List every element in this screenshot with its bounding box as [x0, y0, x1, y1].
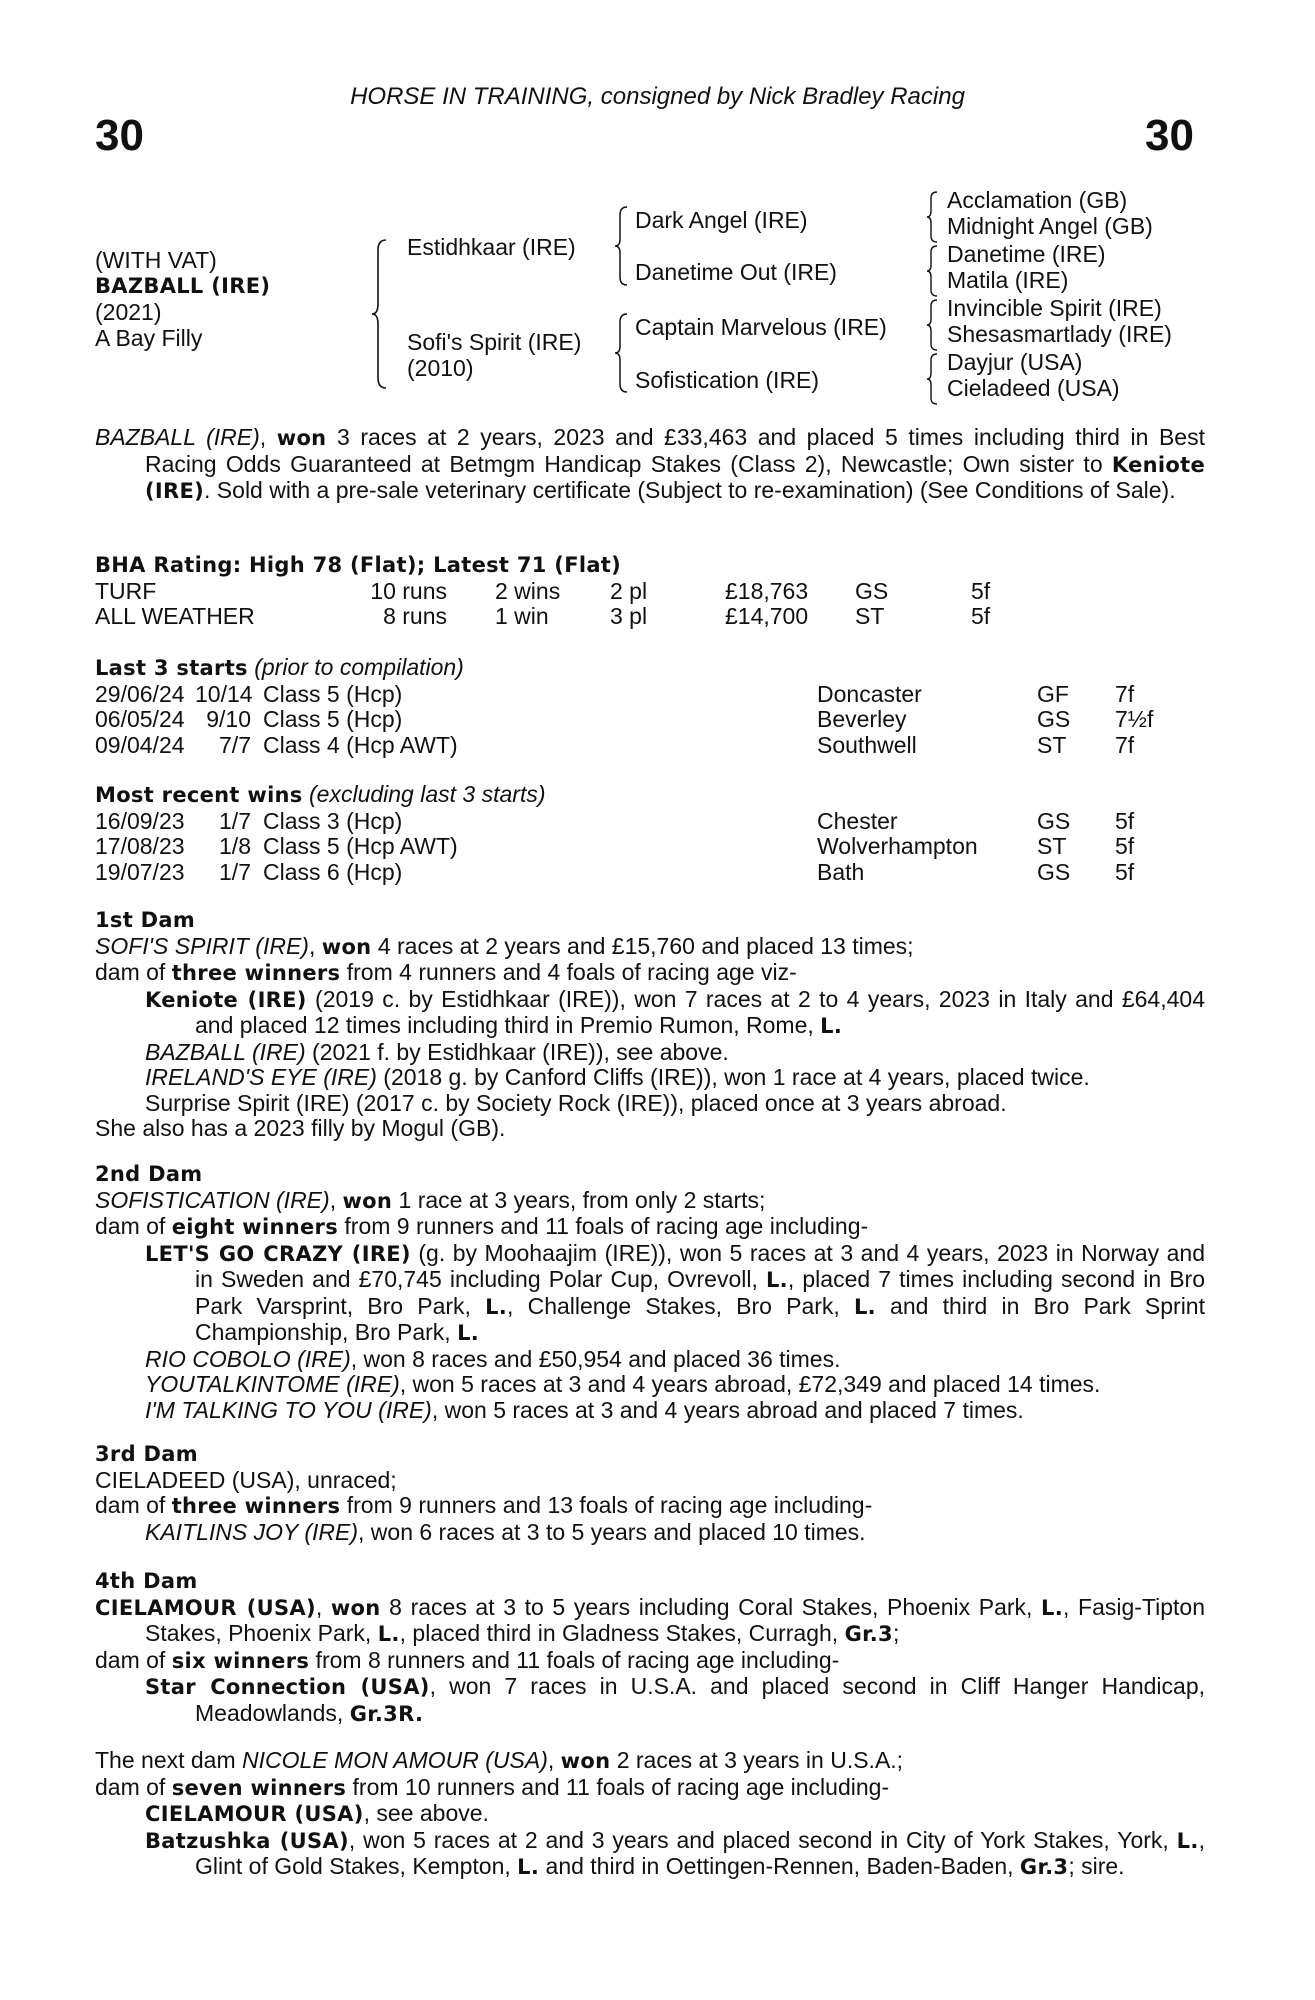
winners-count: three winners — [171, 961, 341, 985]
brace-g2 — [925, 244, 939, 298]
start-course: Beverley — [817, 706, 907, 732]
progeny-text: , won 7 races in U.S.A. and placed second in Cliff Hanger Handicap, Meadowlands, — [195, 1673, 1206, 1726]
progeny-entry — [95, 1801, 1205, 1828]
progeny-text: and third in Oettingen-Rennen, Baden-Baden, — [539, 1853, 1020, 1879]
second-dam-section: 2nd Dam SOFISTICATION (IRE), won 1 race at 3 years, from only 2 starts; dam of eight winners from 9 runners and 11 foals of racing age including- LET'S GO CRAZY (IRE) (g. by Moohaajim (IRE)), won 5 races at 3 and 4 years, 2023 in Norway and in Sweden and £70,745 including Polar Cup, Ovrevoll, L., placed 7 times including second in Bro Park Varsprint, Bro Park, L., Challenge Stakes, Bro Park, L. and third in Bro Park Sprint Championship, Bro Park, L. RIO COBOLO (IRE), won 8 races and £50,954 and placed 36 times. YOUTALKINTOME (IRE), won 5 races at 3 and 4 years abroad, £72,349 and placed 14 times. I'M TALKING TO YOU (IRE), won 5 races at 3 and 4 years abroad and placed 7 times. — [95, 1162, 1206, 1423]
win-race: Class 6 (Hcp) — [263, 858, 403, 885]
last-starts-section — [95, 655, 1205, 758]
progeny-text: and third in Bro Park Sprint Championship, Bro Park, — [195, 1292, 1205, 1345]
dam-year: (2010) — [407, 355, 474, 381]
summary-horse-name: BAZBALL (IRE) — [95, 424, 260, 450]
win-race: Class 3 (Hcp) — [263, 807, 403, 834]
won-label: won — [321, 934, 372, 959]
g7: Dayjur (USA) — [947, 349, 1083, 375]
group-label: Gr.3 — [844, 1622, 893, 1646]
progeny-text: (g. by Moohaajim (IRE)), won 5 races at 3 and 4 years, 2023 in Norway and in Sweden and £70,745 including Polar Cup, Ovrevoll, — [195, 1239, 1206, 1292]
dam-of-rest: from 4 runners and 4 foals of racing age viz- — [340, 959, 797, 985]
win-going: ST — [1037, 833, 1067, 859]
win-dist: 5f — [1115, 807, 1135, 834]
rating-prize: £18,763 — [725, 577, 809, 604]
win-date: 16/09/23 — [95, 807, 185, 834]
start-date: 06/05/24 — [95, 706, 185, 732]
brace-g1 — [925, 190, 939, 244]
start-row — [95, 733, 1205, 759]
rating-prize: £14,700 — [725, 603, 809, 629]
win-race: Class 5 (Hcp AWT) — [263, 833, 458, 859]
progeny-name: LET'S GO CRAZY (IRE) — [145, 1241, 411, 1266]
progeny-text: , won 5 races at 3 and 4 years abroad and placed 7 times. — [431, 1396, 1024, 1423]
pedigree-table — [95, 187, 1235, 410]
won-label: won — [276, 426, 327, 450]
first-dam-section: 1st Dam SOFI'S SPIRIT (IRE), won 4 races at 2 years and £15,760 and placed 13 times; dam of three winners from 4 runners and 4 foals of racing age viz- Keniote (IRE) (2019 c. by Estidhkaar (IRE)), won 7 races at 2 to 4 years, 2023 in Italy and £64,404 and placed 12 times including third in Premio Rumon, Rome, L. BAZBALL (IRE) (2021 f. by Estidhkaar (IRE)), see above. IRELAND'S EYE (IRE) (2018 g. by Canford Cliffs (IRE)), won 1 race at 4 years, placed twice. Surprise Spirit (IRE) (2017 c. by Society Rock (IRE)), placed once at 3 years abroad. She also has a 2023 filly by Mogul (GB). — [95, 908, 1205, 1141]
recent-wins-sub: (excluding last 3 starts) — [302, 781, 546, 807]
progeny-entry — [95, 1065, 1205, 1091]
dam-text: 8 races at 3 to 5 years including Coral Stakes, Phoenix Park, — [380, 1593, 1042, 1620]
start-race: Class 5 (Hcp) — [263, 706, 403, 732]
brace-g4 — [925, 352, 939, 406]
dam: Sofi's Spirit (IRE) — [407, 329, 582, 355]
start-race: Class 4 (Hcp AWT) — [263, 731, 458, 758]
progeny-text: , won 5 races at 3 and 4 years abroad, £72,349 and placed 14 times. — [399, 1371, 1101, 1397]
win-course: Wolverhampton — [817, 833, 978, 859]
pedigree-brace — [370, 238, 388, 390]
progeny-text: , Glint of Gold Stakes, Kempton, — [195, 1826, 1205, 1879]
progeny-entry — [95, 1674, 1205, 1727]
win-pos: 1/7 — [219, 858, 251, 885]
rating-dist: 5f — [971, 603, 991, 629]
third-dam-section — [95, 1442, 1205, 1545]
progeny-text: , see above. — [363, 1800, 489, 1826]
start-race: Class 5 (Hcp) — [263, 680, 403, 707]
rating-dist: 5f — [971, 577, 991, 604]
winners-count: eight winners — [171, 1215, 338, 1239]
start-course: Doncaster — [817, 680, 922, 707]
lot-number-left: 30 — [95, 111, 144, 160]
progeny-entry — [95, 1241, 1205, 1347]
progeny-text: , placed 7 times including second in Bro Park Varsprint, Bro Park, — [195, 1266, 1205, 1319]
sire-brace — [613, 205, 629, 287]
progeny-name: Star Connection (USA) — [145, 1675, 430, 1699]
start-row — [95, 682, 1205, 708]
group-label: Gr.3 — [1019, 1855, 1069, 1879]
page-title: HORSE IN TRAINING, consigned by Nick Bradley Racing — [350, 83, 965, 110]
listed-label: L. — [485, 1294, 508, 1319]
summary-text-end: . Sold with a pre-sale veterinary certificate (Subject to re-examination) (See Conditions of Sale). — [204, 477, 1176, 503]
progeny-text: , won 6 races at 3 to 5 years and placed 10 times. — [358, 1518, 866, 1545]
progeny-name: Keniote (IRE) — [145, 987, 307, 1012]
dam-of-label: dam of — [95, 1773, 172, 1800]
start-going: GF — [1037, 680, 1069, 707]
winners-count: seven winners — [171, 1775, 347, 1800]
recent-wins-heading: Most recent wins — [95, 783, 303, 807]
second-dam-heading: 2nd Dam — [95, 1162, 203, 1186]
progeny-name: I'M TALKING TO YOU (IRE) — [145, 1396, 432, 1423]
win-dist: 5f — [1115, 833, 1135, 859]
start-date: 29/06/24 — [95, 680, 185, 707]
next-dam-section: The next dam NICOLE MON AMOUR (USA), won 2 races at 3 years in U.S.A.; dam of seven winners from 10 runners and 11 foals of racing age including- CIELAMOUR (USA), see above. Batzushka (USA), won 5 races at 2 and 3 years and placed second in City of York Stakes, York, L., Glint of Gold Stakes, Kempton, L. and third in Oettingen-Rennen, Baden-Baden, Gr.3; sire. — [95, 1747, 1205, 1879]
rating-runs: 10 runs — [370, 577, 447, 604]
progeny-name: BAZBALL (IRE) — [145, 1038, 306, 1065]
rating-pl: 3 pl — [610, 603, 648, 629]
dam-of-label: dam of — [95, 959, 172, 985]
start-pos: 7/7 — [219, 731, 251, 758]
fourth-dam-heading: 4th Dam — [95, 1569, 198, 1593]
rating-going: ST — [855, 603, 885, 629]
summary-sister: Keniote (IRE) — [145, 452, 1205, 503]
recent-wins-section — [95, 782, 1205, 885]
progeny-entry — [95, 1520, 1205, 1546]
summary-paragraph: BAZBALL (IRE), won 3 races at 2 years, 2023 and £33,463 and placed 5 times including third in Best Racing Odds Guaranteed at Betmgm Handicap Stakes (Class 2), Newcastle; Own sister to Keniote (IRE). Sold with a pre-sale veterinary certificate (Subject to re-examination) (See Conditions of Sale). — [95, 424, 1205, 503]
progeny-name: Batzushka (USA) — [145, 1828, 349, 1853]
dam-of-rest: from 9 runners and 11 foals of racing age including- — [338, 1213, 869, 1239]
win-pos: 1/8 — [219, 833, 251, 859]
progeny-text: (2021 f. by Estidhkaar (IRE)), see above. — [305, 1038, 729, 1065]
dam-of-label: dam of — [95, 1213, 172, 1239]
progeny-entry — [95, 1828, 1205, 1881]
listed-label: L. — [820, 1014, 843, 1038]
progeny-entry — [95, 1398, 1205, 1424]
won-label: won — [330, 1595, 381, 1620]
g5: Invincible Spirit (IRE) — [947, 295, 1162, 321]
first-dam-heading: 1st Dam — [95, 908, 196, 932]
dam-name: CIELAMOUR (USA) — [95, 1595, 316, 1620]
dam-of-rest: from 9 runners and 13 foals of racing age including- — [340, 1492, 873, 1518]
dam-brace — [613, 312, 629, 394]
start-going: ST — [1037, 731, 1067, 758]
win-going: GS — [1037, 858, 1071, 885]
group-label: Gr.3R. — [349, 1701, 424, 1726]
last-starts-heading: Last 3 starts — [95, 656, 248, 680]
horse-description: A Bay Filly — [95, 325, 203, 351]
g2: Midnight Angel (GB) — [947, 213, 1153, 239]
dam-dam: Sofistication (IRE) — [635, 367, 820, 393]
dam-record: 2 races at 3 years in U.S.A.; — [610, 1747, 904, 1773]
g8: Cieladeed (USA) — [947, 375, 1120, 401]
vat-label: (WITH VAT) — [95, 247, 217, 273]
start-pos: 10/14 — [195, 680, 253, 707]
listed-label: L. — [765, 1268, 788, 1292]
last-starts-sub: (prior to compilation) — [247, 654, 464, 680]
rating-wins: 2 wins — [495, 577, 561, 604]
progeny-text: , won 8 races and £50,954 and placed 36 times. — [350, 1345, 841, 1372]
start-pos: 9/10 — [206, 706, 251, 732]
win-course: Bath — [817, 858, 865, 885]
progeny-name: KAITLINS JOY (IRE) — [145, 1518, 359, 1545]
listed-label: L. — [1041, 1595, 1064, 1620]
dam-record: 1 race at 3 years, from only 2 starts; — [392, 1186, 766, 1213]
win-date: 19/07/23 — [95, 858, 185, 885]
listed-label: L. — [457, 1321, 480, 1345]
progeny-entry — [95, 987, 1205, 1040]
progeny-text: ; sire. — [1068, 1853, 1125, 1879]
win-dist: 5f — [1115, 858, 1135, 885]
progeny-name: RIO COBOLO (IRE) — [145, 1345, 351, 1372]
brace-g3 — [925, 298, 939, 352]
ratings-section — [95, 553, 1205, 630]
sire: Estidhkaar (IRE) — [407, 234, 576, 260]
next-dam-intro: The next dam — [95, 1747, 243, 1773]
g1: Acclamation (GB) — [947, 187, 1128, 213]
progeny-name: CIELAMOUR (USA) — [145, 1802, 364, 1826]
winners-count: three winners — [171, 1494, 341, 1518]
start-dist: 7f — [1115, 680, 1135, 707]
start-course: Southwell — [817, 731, 917, 758]
progeny-name: IRELAND'S EYE (IRE) — [145, 1064, 377, 1090]
listed-label: L. — [377, 1622, 400, 1646]
horse-name: BAZBALL (IRE) — [95, 274, 271, 298]
start-dist: 7½f — [1115, 706, 1154, 732]
progeny-text: (2019 c. by Estidhkaar (IRE)), won 7 races at 2 to 4 years, 2023 in Italy and £64,404 and placed 12 times including third in Premio Rumon, Rome, — [195, 985, 1205, 1038]
progeny-name: YOUTALKINTOME (IRE) — [145, 1371, 400, 1397]
start-dist: 7f — [1115, 731, 1135, 758]
ratings-row — [95, 579, 1205, 605]
fourth-dam-section — [95, 1569, 1205, 1727]
win-going: GS — [1037, 807, 1071, 834]
dam-text: ; — [892, 1620, 900, 1646]
start-going: GS — [1037, 706, 1071, 732]
g4: Matila (IRE) — [947, 267, 1069, 293]
rating-surface: TURF — [95, 577, 157, 604]
win-date: 17/08/23 — [95, 833, 185, 859]
also-note: She also has a 2023 filly by Mogul (GB). — [95, 1115, 506, 1141]
dam-text: , placed third in Gladness Stakes, Curragh, — [399, 1620, 845, 1646]
progeny-entry: Surprise Spirit (IRE) (2017 c. by Society Rock (IRE)), placed once at 3 years abroad. — [145, 1089, 1007, 1116]
listed-label: L. — [517, 1855, 540, 1879]
progeny-entry — [95, 1040, 1205, 1066]
dam-record: CIELAMOUR (USA), won 8 races at 3 to 5 years including Coral Stakes, Phoenix Park, L., Fasig-Tipton Stakes, Phoenix Park, L., placed third in Gladness Stakes, Curragh, Gr.3; — [95, 1593, 1205, 1646]
g6: Shesasmartlady (IRE) — [947, 321, 1172, 347]
won-label: won — [560, 1749, 611, 1773]
third-dam-heading: 3rd Dam — [95, 1442, 198, 1466]
progeny-entry — [95, 1372, 1205, 1398]
dam-of-rest: from 8 runners and 11 foals of racing age including- — [309, 1646, 840, 1673]
dam-sire: Captain Marvelous (IRE) — [635, 314, 887, 340]
start-row — [95, 707, 1205, 733]
sire-sire: Dark Angel (IRE) — [635, 207, 808, 233]
win-row — [95, 809, 1205, 835]
dam-name: SOFI'S SPIRIT (IRE) — [95, 932, 309, 959]
horse-year: (2021) — [95, 299, 162, 325]
dam-record: 4 races at 2 years and £15,760 and placed 13 times; — [371, 932, 914, 959]
dam-text: , Fasig-Tipton Stakes, Phoenix Park, — [145, 1593, 1205, 1646]
dam-of-label: dam of — [95, 1646, 172, 1673]
dam-of-label: dam of — [95, 1492, 172, 1518]
rating-runs: 8 runs — [383, 603, 447, 629]
win-row — [95, 860, 1205, 886]
ratings-row — [95, 604, 1205, 630]
listed-label: L. — [853, 1294, 876, 1319]
rating-wins: 1 win — [495, 603, 549, 629]
progeny-entry — [95, 1347, 1205, 1373]
progeny-text: , Challenge Stakes, Bro Park, — [507, 1292, 854, 1319]
winners-count: six winners — [171, 1648, 310, 1673]
dam-name: NICOLE MON AMOUR (USA) — [242, 1747, 548, 1773]
win-row — [95, 834, 1205, 860]
rating-going: GS — [855, 577, 889, 604]
sire-dam: Danetime Out (IRE) — [635, 259, 837, 285]
dam-of-rest: from 10 runners and 11 foals of racing age including- — [346, 1773, 890, 1800]
win-course: Chester — [817, 807, 898, 834]
g3: Danetime (IRE) — [947, 241, 1106, 267]
progeny-text: , won 5 races at 2 and 3 years and placed second in City of York Stakes, York, — [348, 1826, 1177, 1853]
rating-pl: 2 pl — [610, 577, 648, 604]
lot-number-right: 30 — [1145, 111, 1194, 160]
win-pos: 1/7 — [219, 807, 251, 834]
rating-surface: ALL WEATHER — [95, 603, 255, 629]
start-date: 09/04/24 — [95, 731, 185, 758]
dam-name: SOFISTICATION (IRE) — [95, 1186, 330, 1213]
won-label: won — [342, 1188, 393, 1213]
dam-record: CIELADEED (USA), unraced; — [95, 1466, 397, 1493]
ratings-heading: BHA Rating: High 78 (Flat); Latest 71 (Flat) — [95, 553, 622, 577]
progeny-text: (2018 g. by Canford Cliffs (IRE)), won 1 race at 4 years, placed twice. — [376, 1064, 1090, 1090]
listed-label: L. — [1176, 1828, 1199, 1853]
summary-text: 3 races at 2 years, 2023 and £33,463 and placed 5 times including third in Best Racing Odds Guaranteed at Betmgm Handicap Stakes (Class 2), Newcastle; Own sister to — [145, 424, 1205, 477]
